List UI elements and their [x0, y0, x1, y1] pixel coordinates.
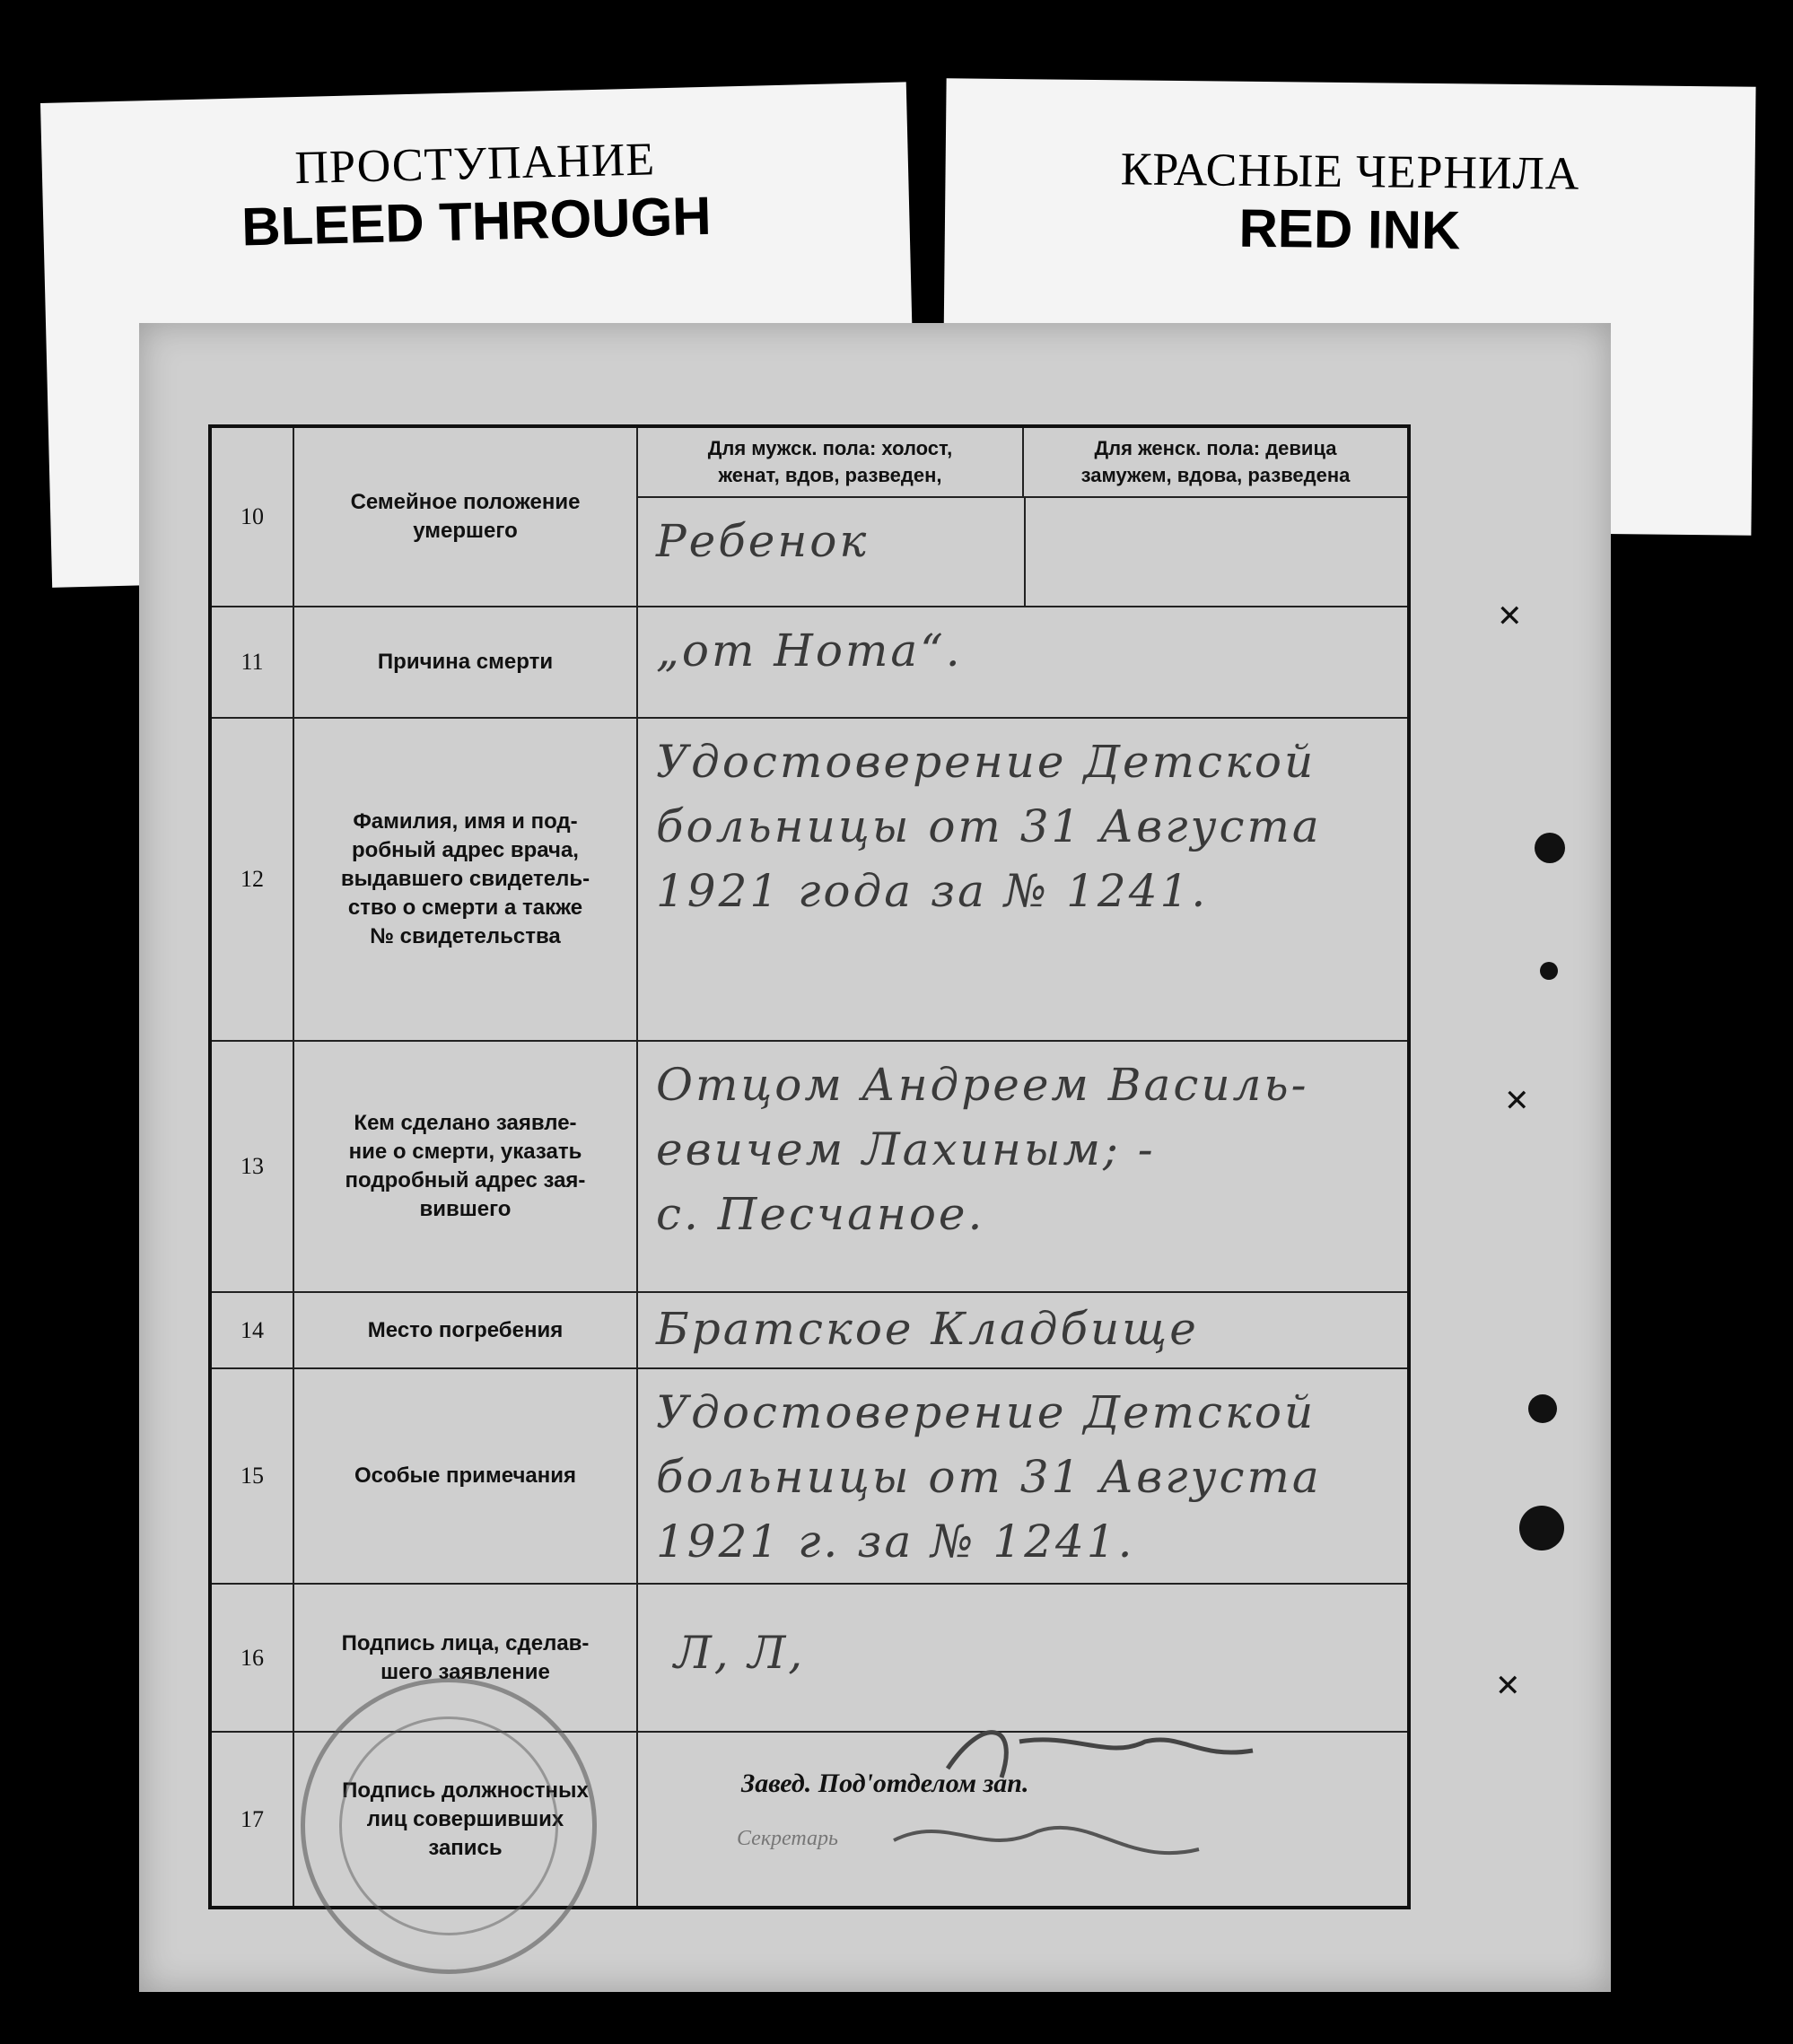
- office-stamp: [301, 1678, 597, 1974]
- header-male-options: Для мужск. пола: холост, женат, вдов, разведен,: [638, 428, 1024, 498]
- punch-hole: [1519, 1506, 1564, 1550]
- form-row-12: [212, 719, 1407, 1042]
- row-value-handwritten: „от Нота“.: [656, 625, 963, 677]
- row-number: 14: [212, 1293, 294, 1367]
- red-ink-label-ru: КРАСНЫЕ ЧЕРНИЛА: [1120, 144, 1580, 200]
- row-label: Семейное положение умершего: [294, 428, 638, 606]
- row-label: Подпись лица, сделав- шего заявление: [294, 1585, 638, 1731]
- punch-hole: [1535, 833, 1565, 863]
- row-number: 15: [212, 1369, 294, 1583]
- row-label: Место погребения: [294, 1293, 638, 1367]
- official-secretary-caption: Секретарь: [737, 1827, 838, 1850]
- header-female-options: Для женск. пола: девица замужем, вдова, разведена: [1024, 428, 1407, 498]
- row-number: 16: [212, 1585, 294, 1731]
- staple-mark-icon: ✕: [1504, 1084, 1530, 1118]
- column-divider: [1024, 498, 1026, 606]
- form-row-11: [212, 607, 1407, 719]
- row-label: Фамилия, имя и под- робный адрес врача, выдавшего свидетель- ство о смерти а также № свидетельства: [294, 719, 638, 1040]
- red-ink-label-en: RED INK: [1238, 197, 1461, 261]
- form-row-10: [212, 428, 1407, 607]
- row-value-handwritten: Братское Кладбище: [656, 1303, 1199, 1355]
- form-row-14: [212, 1293, 1407, 1369]
- row-value-handwritten: Ребенок: [656, 515, 870, 567]
- form-row-15: [212, 1369, 1407, 1585]
- death-record-form: [208, 424, 1411, 1909]
- row-number: 17: [212, 1733, 294, 1906]
- punch-hole: [1540, 962, 1558, 980]
- row-label: Кем сделано заявле- ние о смерти, указать подробный адрес зая- вившего: [294, 1042, 638, 1291]
- row-number: 11: [212, 607, 294, 717]
- row-label: Подпись должностных лиц совершивших запись: [294, 1733, 638, 1906]
- staple-mark-icon: ✕: [1495, 1669, 1521, 1703]
- row-number: 13: [212, 1042, 294, 1291]
- row-number: 10: [212, 428, 294, 606]
- row-value-handwritten: Удостоверение Детской больницы от 31 Августа 1921 года за № 1241.: [656, 736, 1322, 917]
- bleed-through-label-en: BLEED THROUGH: [241, 185, 713, 258]
- official-signatures-scribble: [840, 1706, 1307, 1903]
- row-value-signature: Л, Л,: [674, 1627, 806, 1679]
- official-head-caption: Завед. Под'отделом зап.: [741, 1769, 1029, 1798]
- bleed-through-label-ru: ПРОСТУПАНИЕ: [293, 134, 656, 195]
- row-label: Причина смерти: [294, 607, 638, 717]
- row-label: Особые примечания: [294, 1369, 638, 1583]
- row-number: 12: [212, 719, 294, 1040]
- punch-hole: [1528, 1394, 1557, 1423]
- row-value-handwritten: Удостоверение Детской больницы от 31 Августа 1921 г. за № 1241.: [656, 1386, 1322, 1568]
- row-value-handwritten: Отцом Андреем Василь- евичем Лахиным; - с. Песчаное.: [656, 1059, 1309, 1240]
- staple-mark-icon: ✕: [1497, 599, 1523, 633]
- form-row-13: [212, 1042, 1407, 1293]
